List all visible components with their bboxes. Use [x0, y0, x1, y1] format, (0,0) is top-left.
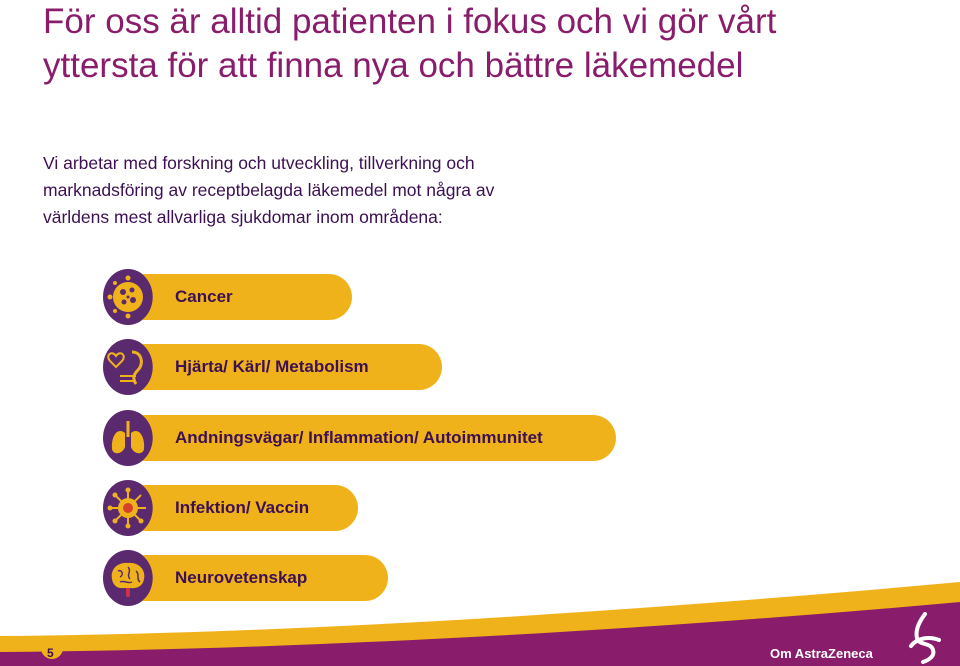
cancer-cell-icon [102, 268, 154, 326]
area-label: Cancer [175, 287, 233, 306]
lungs-icon [102, 409, 154, 467]
heart-stomach-icon [102, 338, 154, 396]
therapy-area-infection [102, 479, 360, 537]
intro-line-3: världens mest allvarliga sjukdomar inom områdena: [43, 207, 443, 227]
title-line-1: För oss är alltid patienten i fokus och vi gör vårt [43, 2, 777, 41]
page-number: 5 [47, 646, 54, 660]
intro-line-1: Vi arbetar med forskning och utveckling, tillverkning och [43, 153, 475, 173]
area-bar [122, 274, 352, 320]
therapy-area-cardio [102, 338, 444, 396]
intro-line-2: marknadsföring av receptbelagda läkemedel mot några av [43, 180, 495, 200]
therapy-area-cancer [102, 268, 354, 326]
area-label: Infektion/ Vaccin [175, 498, 310, 517]
area-label: Andningsvägar/ Inflammation/ Autoimmunitet [175, 428, 543, 447]
title-line-2: yttersta för att finna nya och bättre läkemedel [43, 46, 744, 85]
virus-icon [102, 479, 154, 537]
footer-section-label: Om AstraZeneca [770, 646, 873, 661]
area-label: Neurovetenskap [175, 568, 308, 587]
astrazeneca-logo-icon [905, 612, 945, 664]
therapy-area-respiratory [102, 409, 618, 467]
area-label: Hjärta/ Kärl/ Metabolism [175, 357, 369, 376]
